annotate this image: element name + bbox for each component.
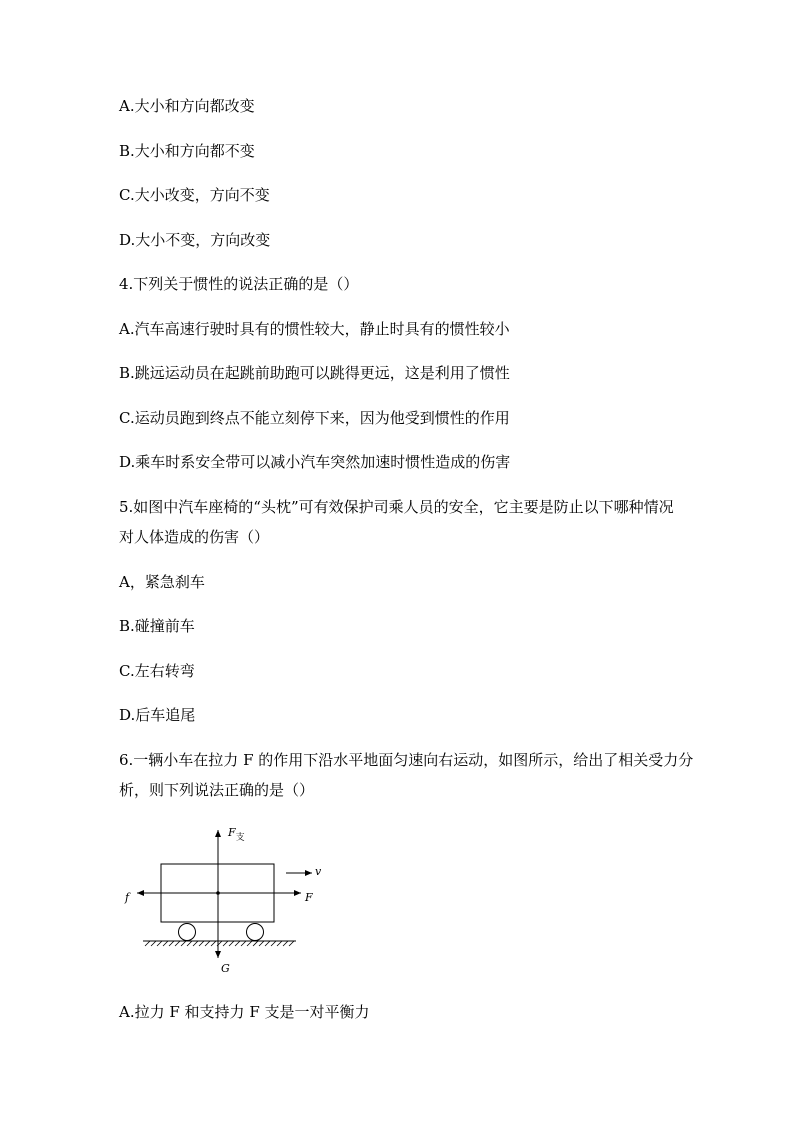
q5-option-c: C.左右转弯 (119, 662, 195, 680)
q5-option-a: A，紧急刹车 (119, 573, 205, 591)
q3-option-a: A.大小和方向都改变 (119, 97, 255, 115)
q4-option-d: D.乘车时系安全带可以减小汽车突然加速时惯性造成的伤害 (119, 453, 511, 471)
cart-wheel-right (247, 924, 264, 941)
q3-option-b: B.大小和方向都不变 (119, 142, 255, 160)
velocity-label: v (315, 865, 322, 878)
q4-question: 4.下列关于惯性的说法正确的是（） (119, 275, 359, 293)
friction-label: f (125, 891, 130, 904)
gravity-label: G (221, 962, 230, 975)
q4-option-b: B.跳远运动员在起跳前助跑可以跳得更远，这是利用了惯性 (119, 364, 510, 382)
force-diagram (118, 820, 328, 985)
q4-option-a: A.汽车高速行驶时具有的惯性较大，静止时具有的惯性较小 (119, 320, 510, 338)
pull-force-label: F (305, 891, 313, 904)
q6-option-a: A.拉力 F 和支持力 F 支是一对平衡力 (119, 1003, 370, 1021)
support-force-label: $F_支$ (228, 826, 245, 843)
q5-option-d: D.后车追尾 (119, 706, 196, 724)
q6-question-line-1: 6.一辆小车在拉力 F 的作用下沿水平地面匀速向右运动，如图所示，给出了相关受力分 (119, 751, 694, 769)
q3-option-c: C.大小改变，方向不变 (119, 186, 270, 204)
cart-wheel-left (179, 924, 196, 941)
ground (143, 941, 296, 946)
q4-option-c: C.运动员跑到终点不能立刻停下来，因为他受到惯性的作用 (119, 409, 510, 427)
q5-question-line-2: 对人体造成的伤害（） (119, 528, 270, 546)
q3-option-d: D.大小不变，方向改变 (119, 231, 271, 249)
q5-question-line-1: 5.如图中汽车座椅的“头枕”可有效保护司乘人员的安全，它主要是防止以下哪种情况 (119, 498, 674, 516)
q6-question-line-2: 析，则下列说法正确的是（） (119, 781, 315, 799)
q5-option-b: B.碰撞前车 (119, 617, 195, 635)
center-point (216, 891, 220, 895)
